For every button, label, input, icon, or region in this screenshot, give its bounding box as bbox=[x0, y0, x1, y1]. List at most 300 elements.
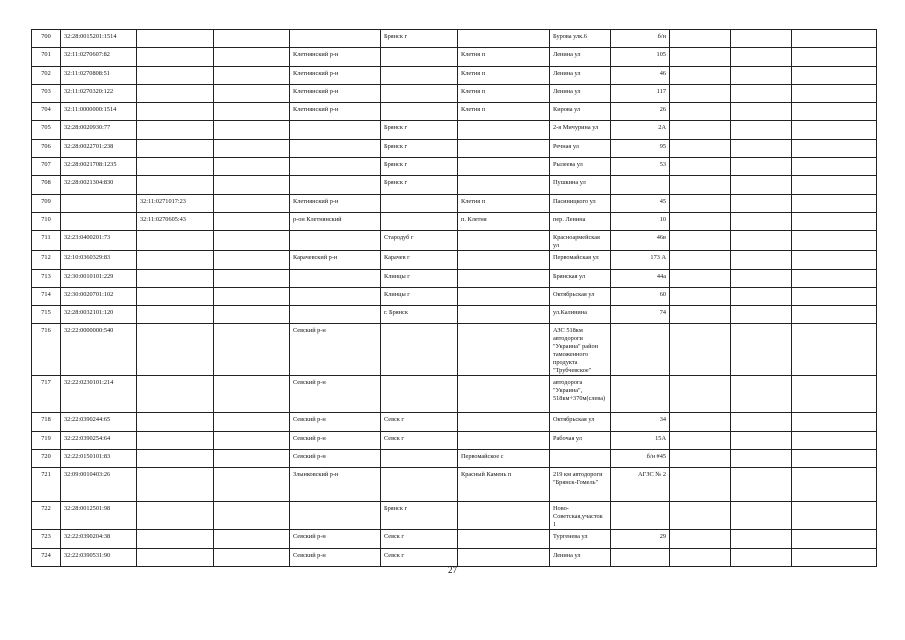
district-cell: Севский р-н bbox=[290, 450, 381, 468]
house-number-cell: 34 bbox=[611, 413, 670, 431]
settlement-cell: Клетня п bbox=[458, 103, 550, 121]
city-cell bbox=[381, 468, 458, 502]
settlement-cell bbox=[458, 413, 550, 431]
empty-cell bbox=[731, 306, 792, 324]
empty-cell bbox=[731, 413, 792, 431]
district-cell: Севский р-н bbox=[290, 413, 381, 431]
city-cell bbox=[381, 324, 458, 376]
district-cell: р-он Клетнянский bbox=[290, 212, 381, 230]
empty-cell bbox=[792, 66, 877, 84]
table-row bbox=[32, 66, 877, 84]
empty-cell bbox=[731, 48, 792, 66]
house-number-cell: б/н #45 bbox=[611, 450, 670, 468]
empty-cell bbox=[670, 413, 731, 431]
empty-cell bbox=[214, 431, 290, 449]
empty-cell bbox=[731, 450, 792, 468]
empty-cell bbox=[214, 139, 290, 157]
cadastral-number-cell: 32:11:0000000:1514 bbox=[61, 103, 137, 121]
empty-cell bbox=[792, 269, 877, 287]
empty-cell bbox=[670, 158, 731, 176]
table-row bbox=[32, 468, 877, 502]
empty-cell bbox=[214, 468, 290, 502]
settlement-cell bbox=[458, 231, 550, 251]
empty-cell bbox=[214, 194, 290, 212]
house-number-cell bbox=[611, 176, 670, 194]
settlement-cell bbox=[458, 530, 550, 548]
district-cell: Севский р-н bbox=[290, 376, 381, 413]
cadastral-number-alt-cell: 32:11:0270605:43 bbox=[137, 212, 214, 230]
settlement-cell: Клетня п bbox=[458, 194, 550, 212]
district-cell: Клетнянский р-н bbox=[290, 103, 381, 121]
cadastral-number-cell: 32:10:0360329:83 bbox=[61, 251, 137, 269]
settlement-cell: Клетня п bbox=[458, 66, 550, 84]
empty-cell bbox=[731, 158, 792, 176]
empty-cell bbox=[670, 66, 731, 84]
empty-cell bbox=[670, 287, 731, 305]
empty-cell bbox=[792, 530, 877, 548]
cadastral-number-cell: 32:22:0390204:38 bbox=[61, 530, 137, 548]
table-row bbox=[32, 431, 877, 449]
street-cell: Рылеева ул bbox=[550, 158, 611, 176]
house-number-cell: 60 bbox=[611, 287, 670, 305]
cadastral-number-alt-cell bbox=[137, 231, 214, 251]
house-number-cell: 45 bbox=[611, 194, 670, 212]
empty-cell bbox=[214, 376, 290, 413]
empty-cell bbox=[670, 251, 731, 269]
empty-cell bbox=[792, 431, 877, 449]
street-cell bbox=[550, 450, 611, 468]
table-row bbox=[32, 30, 877, 48]
empty-cell bbox=[670, 212, 731, 230]
city-cell bbox=[381, 84, 458, 102]
district-cell: Клетнянский р-н bbox=[290, 84, 381, 102]
house-number-cell: 44а bbox=[611, 269, 670, 287]
city-cell: Карачев г bbox=[381, 251, 458, 269]
empty-cell bbox=[670, 468, 731, 502]
empty-cell bbox=[670, 431, 731, 449]
empty-cell bbox=[792, 251, 877, 269]
empty-cell bbox=[670, 103, 731, 121]
empty-cell bbox=[214, 84, 290, 102]
empty-cell bbox=[792, 306, 877, 324]
empty-cell bbox=[214, 287, 290, 305]
row-number-cell: 701 bbox=[32, 48, 61, 66]
empty-cell bbox=[670, 231, 731, 251]
settlement-cell: п. Клетня bbox=[458, 212, 550, 230]
street-cell: Ленина ул bbox=[550, 548, 611, 566]
house-number-cell: 26 bbox=[611, 103, 670, 121]
row-number-cell: 715 bbox=[32, 306, 61, 324]
cadastral-number-cell: 32:28:0032101:120 bbox=[61, 306, 137, 324]
empty-cell bbox=[214, 269, 290, 287]
cadastral-number-cell: 32:28:0012501:98 bbox=[61, 502, 137, 530]
house-number-cell: 10 bbox=[611, 212, 670, 230]
settlement-cell bbox=[458, 306, 550, 324]
cadastral-number-cell: 32:09:0010403:26 bbox=[61, 468, 137, 502]
empty-cell bbox=[731, 251, 792, 269]
row-number-cell: 713 bbox=[32, 269, 61, 287]
empty-cell bbox=[731, 502, 792, 530]
city-cell: Клинцы г bbox=[381, 287, 458, 305]
city-cell: г. Брянск bbox=[381, 306, 458, 324]
table-row bbox=[32, 121, 877, 139]
table-row bbox=[32, 269, 877, 287]
row-number-cell: 707 bbox=[32, 158, 61, 176]
city-cell bbox=[381, 376, 458, 413]
row-number-cell: 706 bbox=[32, 139, 61, 157]
city-cell: Брянск г bbox=[381, 30, 458, 48]
district-cell: Карачевский р-н bbox=[290, 251, 381, 269]
empty-cell bbox=[792, 548, 877, 566]
empty-cell bbox=[214, 324, 290, 376]
settlement-cell bbox=[458, 376, 550, 413]
district-cell bbox=[290, 306, 381, 324]
table-row bbox=[32, 287, 877, 305]
street-cell: Ленина ул bbox=[550, 84, 611, 102]
empty-cell bbox=[214, 502, 290, 530]
city-cell bbox=[381, 450, 458, 468]
empty-cell bbox=[670, 48, 731, 66]
empty-cell bbox=[214, 413, 290, 431]
empty-cell bbox=[214, 48, 290, 66]
empty-cell bbox=[792, 502, 877, 530]
street-cell: 2-я Мичурина ул bbox=[550, 121, 611, 139]
empty-cell bbox=[670, 194, 731, 212]
street-cell: Бурова улк.6 bbox=[550, 30, 611, 48]
cadastral-number-alt-cell bbox=[137, 502, 214, 530]
cadastral-number-cell: 32:28:0020930:77 bbox=[61, 121, 137, 139]
empty-cell bbox=[731, 176, 792, 194]
empty-cell bbox=[792, 176, 877, 194]
settlement-cell bbox=[458, 287, 550, 305]
page-number: 27 bbox=[448, 565, 457, 575]
empty-cell bbox=[670, 324, 731, 376]
empty-cell bbox=[670, 139, 731, 157]
street-cell: Ново-Советская,участок 1 bbox=[550, 502, 611, 530]
empty-cell bbox=[214, 530, 290, 548]
district-cell: Клетнянский р-н bbox=[290, 48, 381, 66]
empty-cell bbox=[670, 530, 731, 548]
cadastral-number-alt-cell bbox=[137, 30, 214, 48]
empty-cell bbox=[731, 231, 792, 251]
street-cell: Пасиницкого ул bbox=[550, 194, 611, 212]
row-number-cell: 721 bbox=[32, 468, 61, 502]
empty-cell bbox=[731, 66, 792, 84]
house-number-cell: АГЗС № 2 bbox=[611, 468, 670, 502]
row-number-cell: 718 bbox=[32, 413, 61, 431]
street-cell: Пушкина ул bbox=[550, 176, 611, 194]
empty-cell bbox=[731, 468, 792, 502]
row-number-cell: 724 bbox=[32, 548, 61, 566]
street-cell: пер. Ленина bbox=[550, 212, 611, 230]
street-cell: 219 км автодороги "Брянск-Гомель" bbox=[550, 468, 611, 502]
row-number-cell: 719 bbox=[32, 431, 61, 449]
empty-cell bbox=[792, 450, 877, 468]
empty-cell bbox=[731, 30, 792, 48]
city-cell bbox=[381, 194, 458, 212]
row-number-cell: 708 bbox=[32, 176, 61, 194]
district-cell: Севский р-н bbox=[290, 324, 381, 376]
city-cell: Севск г bbox=[381, 413, 458, 431]
table-row bbox=[32, 158, 877, 176]
city-cell: Брянск г bbox=[381, 158, 458, 176]
cadastral-number-alt-cell bbox=[137, 103, 214, 121]
empty-cell bbox=[731, 103, 792, 121]
settlement-cell bbox=[458, 324, 550, 376]
settlement-cell bbox=[458, 139, 550, 157]
row-number-cell: 714 bbox=[32, 287, 61, 305]
empty-cell bbox=[214, 176, 290, 194]
cadastral-number-alt-cell bbox=[137, 84, 214, 102]
empty-cell bbox=[731, 121, 792, 139]
empty-cell bbox=[792, 139, 877, 157]
table-row bbox=[32, 324, 877, 376]
empty-cell bbox=[214, 251, 290, 269]
cadastral-number-cell: 32:28:0021304:830 bbox=[61, 176, 137, 194]
city-cell: Стародуб г bbox=[381, 231, 458, 251]
street-cell: АЗС 518км автодороги "Украина" район таможенного продукта "Трубчевское" bbox=[550, 324, 611, 376]
city-cell: Севск г bbox=[381, 431, 458, 449]
cadastral-number-alt-cell bbox=[137, 530, 214, 548]
cadastral-number-alt-cell bbox=[137, 121, 214, 139]
empty-cell bbox=[670, 450, 731, 468]
street-cell: Кирова ул bbox=[550, 103, 611, 121]
city-cell: Брянск г bbox=[381, 502, 458, 530]
empty-cell bbox=[731, 139, 792, 157]
city-cell: Брянск г bbox=[381, 139, 458, 157]
house-number-cell: б/н bbox=[611, 30, 670, 48]
cadastral-number-alt-cell bbox=[137, 48, 214, 66]
city-cell bbox=[381, 103, 458, 121]
row-number-cell: 717 bbox=[32, 376, 61, 413]
empty-cell bbox=[792, 158, 877, 176]
empty-cell bbox=[214, 548, 290, 566]
house-number-cell: 46в bbox=[611, 231, 670, 251]
row-number-cell: 700 bbox=[32, 30, 61, 48]
cadastral-number-cell bbox=[61, 212, 137, 230]
cadastral-number-alt-cell bbox=[137, 287, 214, 305]
street-cell: Ленина ул bbox=[550, 48, 611, 66]
empty-cell bbox=[792, 376, 877, 413]
table-row bbox=[32, 139, 877, 157]
district-cell bbox=[290, 269, 381, 287]
row-number-cell: 722 bbox=[32, 502, 61, 530]
cadastral-number-cell: 32:22:0390531:90 bbox=[61, 548, 137, 566]
house-number-cell: 53 bbox=[611, 158, 670, 176]
settlement-cell: Первомайское с bbox=[458, 450, 550, 468]
street-cell: Рабочая ул bbox=[550, 431, 611, 449]
cadastral-number-cell: 32:28:0021708:1235 bbox=[61, 158, 137, 176]
street-cell: Ленина ул bbox=[550, 66, 611, 84]
table-row bbox=[32, 251, 877, 269]
table-row bbox=[32, 376, 877, 413]
document-page bbox=[31, 29, 876, 567]
empty-cell bbox=[792, 287, 877, 305]
cadastral-number-cell: 32:11:0270808:51 bbox=[61, 66, 137, 84]
district-cell: Злынковский р-н bbox=[290, 468, 381, 502]
row-number-cell: 710 bbox=[32, 212, 61, 230]
settlement-cell bbox=[458, 30, 550, 48]
table-row bbox=[32, 413, 877, 431]
empty-cell bbox=[214, 30, 290, 48]
settlement-cell bbox=[458, 251, 550, 269]
city-cell bbox=[381, 66, 458, 84]
cadastral-number-alt-cell bbox=[137, 66, 214, 84]
street-cell: Красноармейская ул bbox=[550, 231, 611, 251]
row-number-cell: 723 bbox=[32, 530, 61, 548]
empty-cell bbox=[214, 121, 290, 139]
empty-cell bbox=[731, 324, 792, 376]
empty-cell bbox=[792, 121, 877, 139]
cadastral-number-cell: 32:23:0400201:73 bbox=[61, 231, 137, 251]
house-number-cell bbox=[611, 376, 670, 413]
row-number-cell: 704 bbox=[32, 103, 61, 121]
cadastral-number-alt-cell bbox=[137, 548, 214, 566]
city-cell: Клинцы г bbox=[381, 269, 458, 287]
street-cell: Первомайская ул bbox=[550, 251, 611, 269]
cadastral-number-alt-cell bbox=[137, 468, 214, 502]
cadastral-number-alt-cell bbox=[137, 139, 214, 157]
street-cell: Октябрьская ул bbox=[550, 287, 611, 305]
empty-cell bbox=[792, 468, 877, 502]
table-row bbox=[32, 176, 877, 194]
district-cell: Севский р-н bbox=[290, 431, 381, 449]
street-cell: Октябрьская ул bbox=[550, 413, 611, 431]
empty-cell bbox=[214, 450, 290, 468]
city-cell bbox=[381, 212, 458, 230]
table-row bbox=[32, 231, 877, 251]
city-cell: Севск г bbox=[381, 548, 458, 566]
house-number-cell: 2А bbox=[611, 121, 670, 139]
empty-cell bbox=[792, 48, 877, 66]
cadastral-number-alt-cell bbox=[137, 176, 214, 194]
table-row bbox=[32, 306, 877, 324]
settlement-cell bbox=[458, 121, 550, 139]
district-cell: Клетнянский р-н bbox=[290, 66, 381, 84]
house-number-cell bbox=[611, 324, 670, 376]
district-cell bbox=[290, 139, 381, 157]
cadastral-number-alt-cell bbox=[137, 251, 214, 269]
table-row bbox=[32, 84, 877, 102]
row-number-cell: 709 bbox=[32, 194, 61, 212]
district-cell bbox=[290, 176, 381, 194]
cadastral-number-alt-cell bbox=[137, 269, 214, 287]
settlement-cell bbox=[458, 431, 550, 449]
table-row bbox=[32, 530, 877, 548]
empty-cell bbox=[731, 431, 792, 449]
empty-cell bbox=[731, 84, 792, 102]
street-cell: Брянская ул bbox=[550, 269, 611, 287]
cadastral-number-alt-cell bbox=[137, 158, 214, 176]
cadastral-number-cell: 32:28:0022701:238 bbox=[61, 139, 137, 157]
cadastral-number-cell: 32:11:0270320:122 bbox=[61, 84, 137, 102]
settlement-cell bbox=[458, 158, 550, 176]
empty-cell bbox=[214, 212, 290, 230]
cadastral-number-alt-cell bbox=[137, 450, 214, 468]
empty-cell bbox=[731, 194, 792, 212]
table-row bbox=[32, 194, 877, 212]
empty-cell bbox=[214, 66, 290, 84]
cadastral-number-alt-cell: 32:11:0271017:23 bbox=[137, 194, 214, 212]
empty-cell bbox=[731, 548, 792, 566]
settlement-cell bbox=[458, 269, 550, 287]
empty-cell bbox=[792, 324, 877, 376]
table-row bbox=[32, 103, 877, 121]
empty-cell bbox=[792, 194, 877, 212]
street-cell: Тургенева ул bbox=[550, 530, 611, 548]
district-cell: Клетнянский р-н bbox=[290, 194, 381, 212]
cadastral-number-cell: 32:30:0020701:102 bbox=[61, 287, 137, 305]
district-cell bbox=[290, 158, 381, 176]
empty-cell bbox=[792, 413, 877, 431]
empty-cell bbox=[214, 231, 290, 251]
settlement-cell bbox=[458, 176, 550, 194]
cadastral-number-cell bbox=[61, 194, 137, 212]
district-cell bbox=[290, 287, 381, 305]
cadastral-number-cell: 32:11:0270607:82 bbox=[61, 48, 137, 66]
street-cell: ул.Калинина bbox=[550, 306, 611, 324]
house-number-cell: 29 bbox=[611, 530, 670, 548]
cadastral-number-alt-cell bbox=[137, 413, 214, 431]
cadastral-number-cell: 32:22:0000000:540 bbox=[61, 324, 137, 376]
row-number-cell: 712 bbox=[32, 251, 61, 269]
empty-cell bbox=[792, 231, 877, 251]
cadastral-number-cell: 32:22:0390254:64 bbox=[61, 431, 137, 449]
row-number-cell: 716 bbox=[32, 324, 61, 376]
row-number-cell: 705 bbox=[32, 121, 61, 139]
empty-cell bbox=[670, 502, 731, 530]
table-row bbox=[32, 502, 877, 530]
house-number-cell: 46 bbox=[611, 66, 670, 84]
address-table bbox=[31, 29, 877, 567]
empty-cell bbox=[792, 84, 877, 102]
row-number-cell: 702 bbox=[32, 66, 61, 84]
empty-cell bbox=[731, 530, 792, 548]
empty-cell bbox=[214, 103, 290, 121]
district-cell: Севский р-н bbox=[290, 548, 381, 566]
city-cell: Брянск г bbox=[381, 176, 458, 194]
cadastral-number-alt-cell bbox=[137, 431, 214, 449]
street-cell: Речная ул bbox=[550, 139, 611, 157]
city-cell: Севск г bbox=[381, 530, 458, 548]
city-cell bbox=[381, 48, 458, 66]
table-row bbox=[32, 48, 877, 66]
city-cell: Брянск г bbox=[381, 121, 458, 139]
district-cell bbox=[290, 121, 381, 139]
empty-cell bbox=[670, 269, 731, 287]
district-cell bbox=[290, 231, 381, 251]
cadastral-number-cell: 32:22:0150101:83 bbox=[61, 450, 137, 468]
empty-cell bbox=[670, 84, 731, 102]
cadastral-number-alt-cell bbox=[137, 324, 214, 376]
table-row bbox=[32, 450, 877, 468]
settlement-cell: Красный Камень п bbox=[458, 468, 550, 502]
cadastral-number-cell: 32:28:0015201:1514 bbox=[61, 30, 137, 48]
empty-cell bbox=[731, 269, 792, 287]
empty-cell bbox=[670, 548, 731, 566]
empty-cell bbox=[731, 212, 792, 230]
empty-cell bbox=[214, 306, 290, 324]
empty-cell bbox=[731, 287, 792, 305]
cadastral-number-alt-cell bbox=[137, 376, 214, 413]
empty-cell bbox=[214, 158, 290, 176]
settlement-cell: Клетня п bbox=[458, 84, 550, 102]
district-cell bbox=[290, 30, 381, 48]
empty-cell bbox=[670, 376, 731, 413]
house-number-cell: 117 bbox=[611, 84, 670, 102]
empty-cell bbox=[731, 376, 792, 413]
settlement-cell: Клетня п bbox=[458, 48, 550, 66]
